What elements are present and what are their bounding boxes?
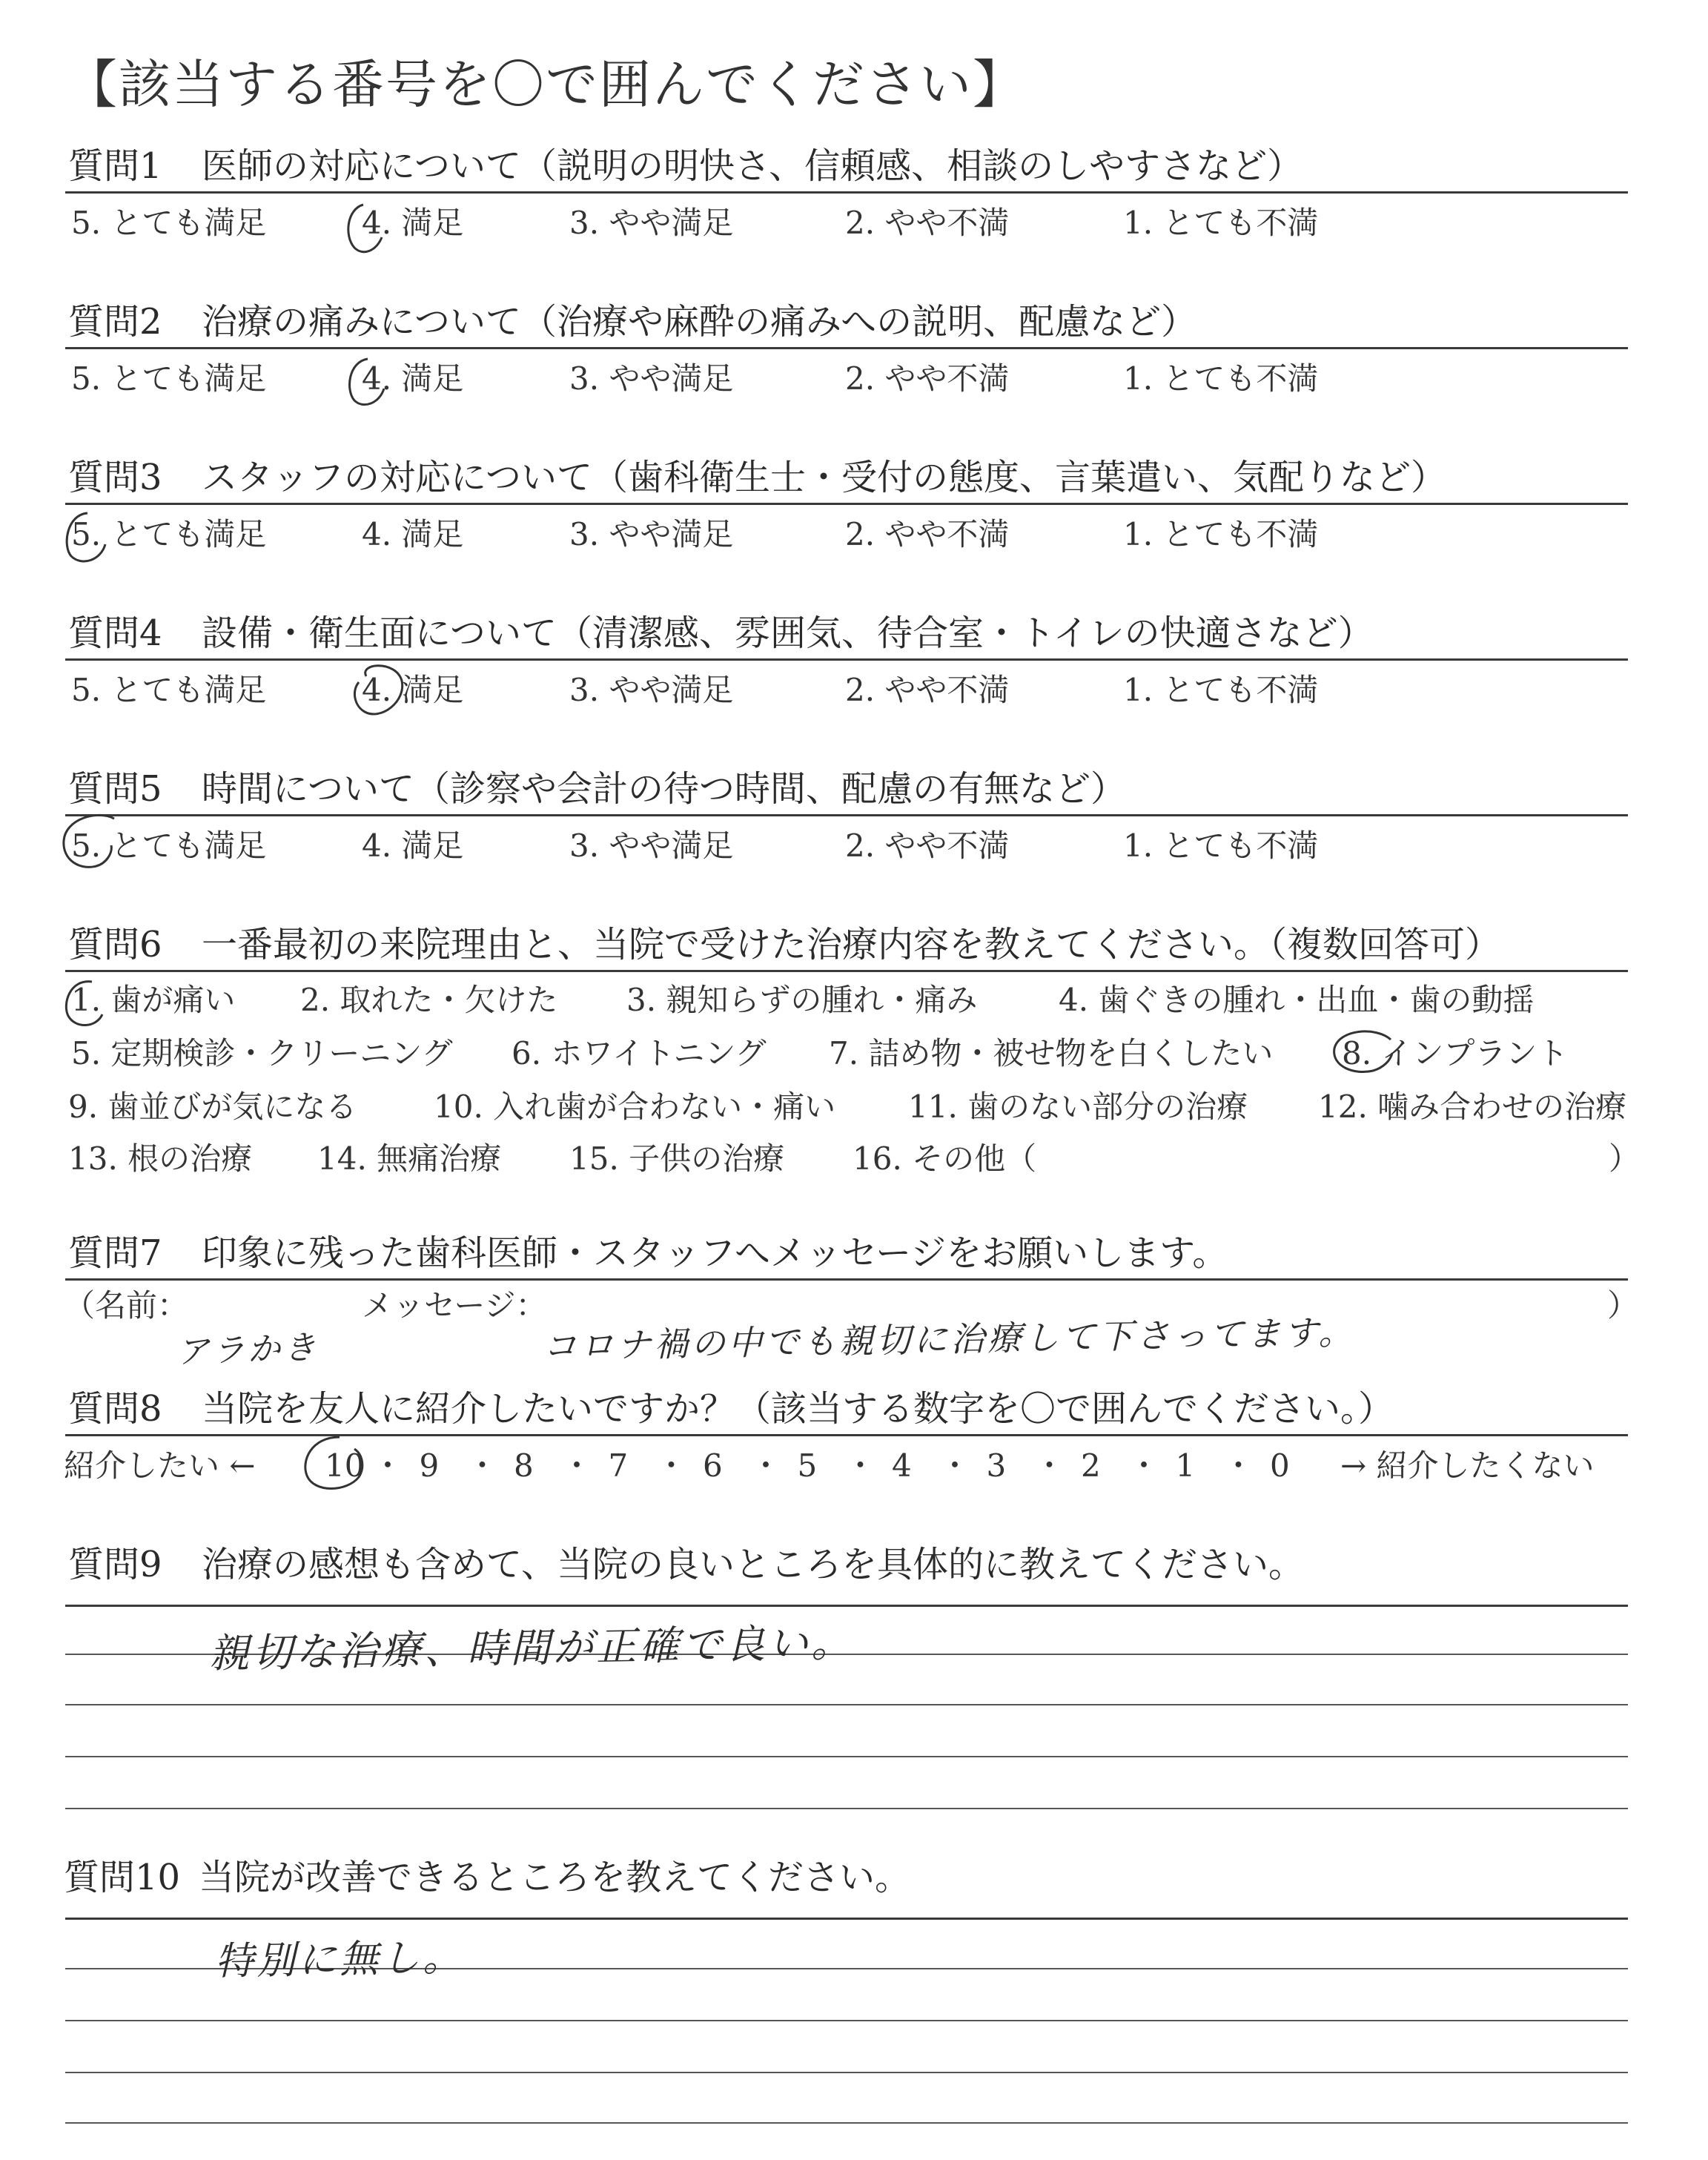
question-2-label: 質問2: [68, 301, 162, 343]
q1-option-5[interactable]: 5. とても満足: [71, 205, 267, 241]
q10-answer-line-1: [65, 1918, 1628, 1920]
question-8-label: 質問8: [68, 1388, 162, 1430]
q8-scale-value-4[interactable]: 4: [892, 1447, 912, 1484]
question-2-text: 治療の痛みについて（治療や麻酔の痛みへの説明、配慮など）: [202, 301, 1197, 343]
q4-option-3[interactable]: 3. やや満足: [569, 672, 734, 708]
q7-name-handwritten[interactable]: アラかき: [176, 1328, 320, 1372]
q8-scale-value-2[interactable]: 2: [1081, 1447, 1101, 1484]
q6-option-13[interactable]: 13. 根の治療: [68, 1140, 253, 1177]
q3-option-4[interactable]: 4. 満足: [362, 516, 464, 552]
q4-option-5[interactable]: 5. とても満足: [71, 672, 267, 708]
q2-option-1[interactable]: 1. とても不満: [1123, 360, 1319, 397]
q2-option-5[interactable]: 5. とても満足: [71, 360, 267, 397]
question-4-underline: [65, 658, 1628, 661]
q8-scale-value-3[interactable]: 3: [986, 1447, 1007, 1484]
q8-scale-separator: ・: [1128, 1447, 1160, 1484]
q8-scale-separator: ・: [1033, 1447, 1065, 1484]
q6-option-15[interactable]: 15. 子供の治療: [569, 1140, 785, 1177]
question-1-text: 医師の対応について（説明の明快さ、信頼感、相談のしやすさなど）: [202, 145, 1303, 187]
q6-option-4[interactable]: 4. 歯ぐきの腫れ・出血・歯の動揺: [1059, 982, 1535, 1018]
q8-scale-value-10[interactable]: 10: [325, 1447, 365, 1484]
q10-answer-handwritten[interactable]: 特別に無し。: [214, 1935, 465, 1984]
q8-right-label: → 紹介したくない: [1340, 1447, 1595, 1484]
q6-option-6[interactable]: 6. ホワイトニング: [512, 1035, 767, 1071]
question-1-underline: [65, 191, 1628, 194]
q7-name-label: （名前：: [64, 1287, 189, 1324]
q5-option-5[interactable]: 5. とても満足: [71, 828, 267, 864]
q1-option-4[interactable]: 4. 満足: [362, 205, 464, 241]
q8-left-label: 紹介したい ←: [64, 1447, 256, 1484]
q9-answer-line-1: [65, 1605, 1628, 1607]
q8-scale-separator: ・: [844, 1447, 876, 1484]
q3-option-5[interactable]: 5. とても満足: [71, 516, 267, 552]
q5-option-4[interactable]: 4. 満足: [362, 828, 464, 864]
q6-option-10[interactable]: 10. 入れ歯が合わない・痛い: [434, 1089, 836, 1125]
q8-scale-separator: ・: [561, 1447, 593, 1484]
q6-option-12[interactable]: 12. 噛み合わせの治療: [1318, 1089, 1627, 1125]
q8-scale-value-9[interactable]: 9: [419, 1447, 440, 1484]
q9-answer-line-3: [65, 1704, 1628, 1705]
question-8-underline: [65, 1434, 1628, 1436]
q4-option-4[interactable]: 4. 満足: [362, 672, 464, 708]
question-5-underline: [65, 814, 1628, 816]
q8-scale-separator: ・: [1222, 1447, 1254, 1484]
q10-answer-line-4: [65, 2072, 1628, 2073]
q8-scale-value-0[interactable]: 0: [1270, 1447, 1290, 1484]
q2-option-4[interactable]: 4. 満足: [362, 360, 464, 397]
q9-answer-line-4: [65, 1756, 1628, 1757]
question-7-label: 質問7: [68, 1232, 162, 1274]
q8-scale-value-7[interactable]: 7: [608, 1447, 629, 1484]
q1-option-3[interactable]: 3. やや満足: [569, 205, 734, 241]
question-4-label: 質問4: [68, 612, 162, 654]
question-8-text: 当院を友人に紹介したいですか？（該当する数字を〇で囲んでください。）: [202, 1388, 1394, 1430]
q6-option-14[interactable]: 14. 無痛治療: [317, 1140, 502, 1177]
q4-option-2[interactable]: 2. やや不満: [845, 672, 1010, 708]
q6-option-16[interactable]: 16. その他（: [853, 1140, 1037, 1177]
q6-other-close-paren: ）: [1609, 1140, 1641, 1177]
q6-option-8[interactable]: 8. インプラント: [1342, 1035, 1569, 1071]
q8-scale-separator: ・: [655, 1447, 687, 1484]
q8-scale-value-5[interactable]: 5: [797, 1447, 818, 1484]
q8-scale-separator: ・: [372, 1447, 404, 1484]
question-2-underline: [65, 347, 1628, 349]
q5-option-1[interactable]: 1. とても不満: [1123, 828, 1319, 864]
q2-option-3[interactable]: 3. やや満足: [569, 360, 734, 397]
q8-scale-separator: ・: [466, 1447, 498, 1484]
question-9-text: 治療の感想も含めて、当院の良いところを具体的に教えてください。: [202, 1544, 1305, 1585]
question-6-underline: [65, 970, 1628, 972]
q2-option-2[interactable]: 2. やや不満: [845, 360, 1010, 397]
q9-answer-line-5: [65, 1808, 1628, 1809]
q6-option-9[interactable]: 9. 歯並びが気になる: [68, 1089, 357, 1125]
question-3-text: スタッフの対応について（歯科衛生士・受付の態度、言葉遣い、気配りなど）: [202, 457, 1447, 498]
q10-answer-line-5: [65, 2122, 1628, 2124]
question-3-underline: [65, 503, 1628, 505]
question-5-text: 時間について（診察や会計の待つ時間、配慮の有無など）: [202, 768, 1127, 810]
q1-option-2[interactable]: 2. やや不満: [845, 205, 1010, 241]
q3-option-3[interactable]: 3. やや満足: [569, 516, 734, 552]
q8-scale-value-1[interactable]: 1: [1175, 1447, 1196, 1484]
q4-option-1[interactable]: 1. とても不満: [1123, 672, 1319, 708]
q6-option-2[interactable]: 2. 取れた・欠けた: [300, 982, 558, 1018]
q7-message-handwritten[interactable]: コロナ禍の中でも親切に治療して下さってます。: [542, 1312, 1356, 1367]
q6-option-7[interactable]: 7. 詰め物・被せ物を白くしたい: [829, 1035, 1274, 1071]
q10-answer-line-3: [65, 2020, 1628, 2021]
q3-option-1[interactable]: 1. とても不満: [1123, 516, 1319, 552]
q3-option-2[interactable]: 2. やや不満: [845, 516, 1010, 552]
q5-option-3[interactable]: 3. やや満足: [569, 828, 734, 864]
q8-scale-value-6[interactable]: 6: [703, 1447, 723, 1484]
question-6-text: 一番最初の来院理由と、当院で受けた治療内容を教えてください。（複数回答可）: [202, 924, 1501, 965]
question-7-underline: [65, 1278, 1628, 1281]
question-10-text: 当院が改善できるところを教えてください。: [199, 1857, 911, 1898]
form-instruction-header: 【該当する番号を〇で囲んでください】: [65, 54, 1026, 115]
q8-scale-separator: ・: [750, 1447, 782, 1484]
question-5-label: 質問5: [68, 768, 162, 810]
q9-answer-handwritten[interactable]: 親切な治療、時間が正確で良い。: [208, 1619, 855, 1677]
question-4-text: 設備・衛生面について（清潔感、雰囲気、待合室・トイレの快適さなど）: [202, 612, 1374, 654]
question-1-label: 質問1: [68, 145, 162, 187]
question-3-label: 質問3: [68, 457, 162, 498]
q8-scale-separator: ・: [939, 1447, 971, 1484]
question-7-text: 印象に残った歯科医師・スタッフへメッセージをお願いします。: [202, 1232, 1228, 1274]
q6-option-3[interactable]: 3. 親知らずの腫れ・痛み: [626, 982, 978, 1018]
question-9-label: 質問9: [68, 1544, 162, 1585]
q6-option-1[interactable]: 1. 歯が痛い: [71, 982, 236, 1018]
q5-option-2[interactable]: 2. やや不満: [845, 828, 1010, 864]
question-6-label: 質問6: [68, 924, 162, 965]
question-10-label: 質問10: [64, 1857, 181, 1898]
q6-option-5[interactable]: 5. 定期検診・クリーニング: [71, 1035, 453, 1071]
q7-close-paren: ）: [1607, 1287, 1639, 1324]
q8-scale-value-8[interactable]: 8: [514, 1447, 534, 1484]
q6-option-11[interactable]: 11. 歯のない部分の治療: [908, 1089, 1248, 1125]
q1-option-1[interactable]: 1. とても不満: [1123, 205, 1319, 241]
q7-message-label: メッセージ：: [362, 1287, 547, 1324]
